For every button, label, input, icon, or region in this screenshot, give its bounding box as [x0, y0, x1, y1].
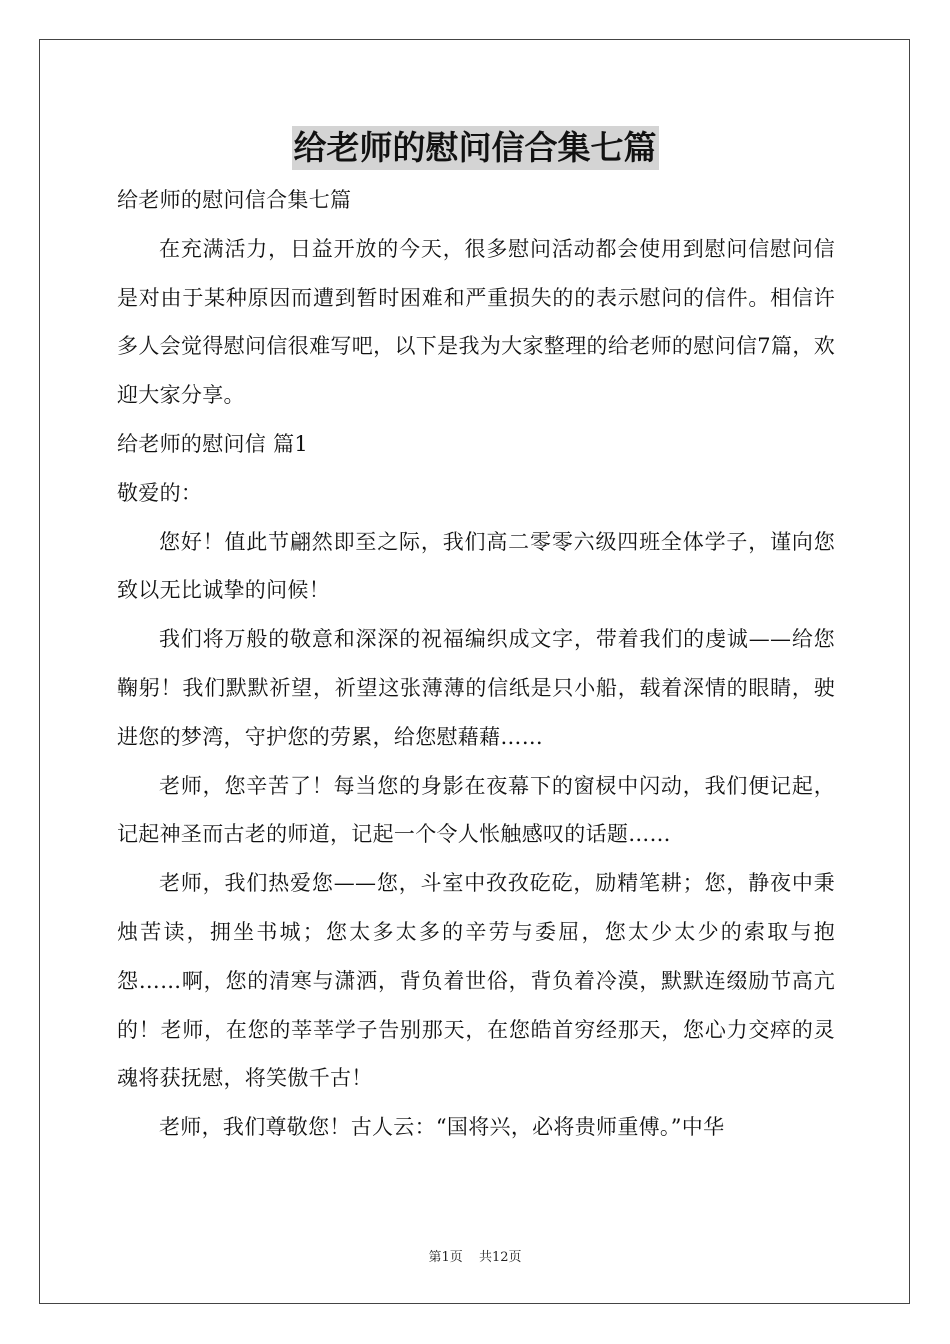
page-footer: [0, 1246, 950, 1265]
paragraph: 给老师的慰问信合集七篇: [117, 188, 352, 212]
title-wrap: [0, 126, 950, 170]
paragraph: 在充满活力，日益开放的今天，很多慰问活动都会使用到慰问信慰问信是对由于某种原因而遭到暂时困难和严重损失的的表示慰问的信件。相信许多人会觉得慰问信很难写吧，以下是我为大家整理的给老师的慰问信7篇，欢迎大家分享。: [117, 236, 835, 408]
salutation: 敬爱的：: [117, 480, 203, 505]
page-number: 第1页: [428, 1250, 463, 1265]
document-body: [117, 176, 835, 1152]
paragraph: 老师，我们尊敬您！古人云：“国将兴，必将贵师重傅。”中华: [159, 1115, 725, 1140]
section-heading: 给老师的慰问信 篇1: [117, 431, 309, 456]
document-title: 给老师的慰问信合集七篇: [292, 126, 659, 170]
paragraph: 老师，您辛苦了！每当您的身影在夜幕下的窗棂中闪动，我们便记起，记起神圣而古老的师道，记起一个令人怅触感叹的话题……: [117, 773, 835, 847]
paragraph: 您好！值此节翩然即至之际，我们高二零零六级四班全体学子，谨向您致以无比诚挚的问候！: [117, 529, 835, 603]
paragraph: 我们将万般的敬意和深深的祝福编织成文字，带着我们的虔诚——给您鞠躬！我们默默祈望，祈望这张薄薄的信纸是只小船，载着深情的眼睛，驶进您的梦湾，守护您的劳累，给您慰藉藉……: [117, 627, 835, 749]
paragraph: 老师，我们热爱您——您，斗室中孜孜矻矻，励精笔耕；您，静夜中秉烛苦读，拥坐书城；您太多太多的辛劳与委屈，您太少太少的索取与抱怨……啊，您的清寒与潇洒，背负着世俗，背负着冷漠，默默连缀励节高亢的！老师，在您的莘莘学子告别那天，在您皓首穷经那天，您心力交瘁的灵魂将获抚慰，将笑傲千古！: [117, 871, 835, 1091]
page-total: 共12页: [478, 1250, 522, 1265]
